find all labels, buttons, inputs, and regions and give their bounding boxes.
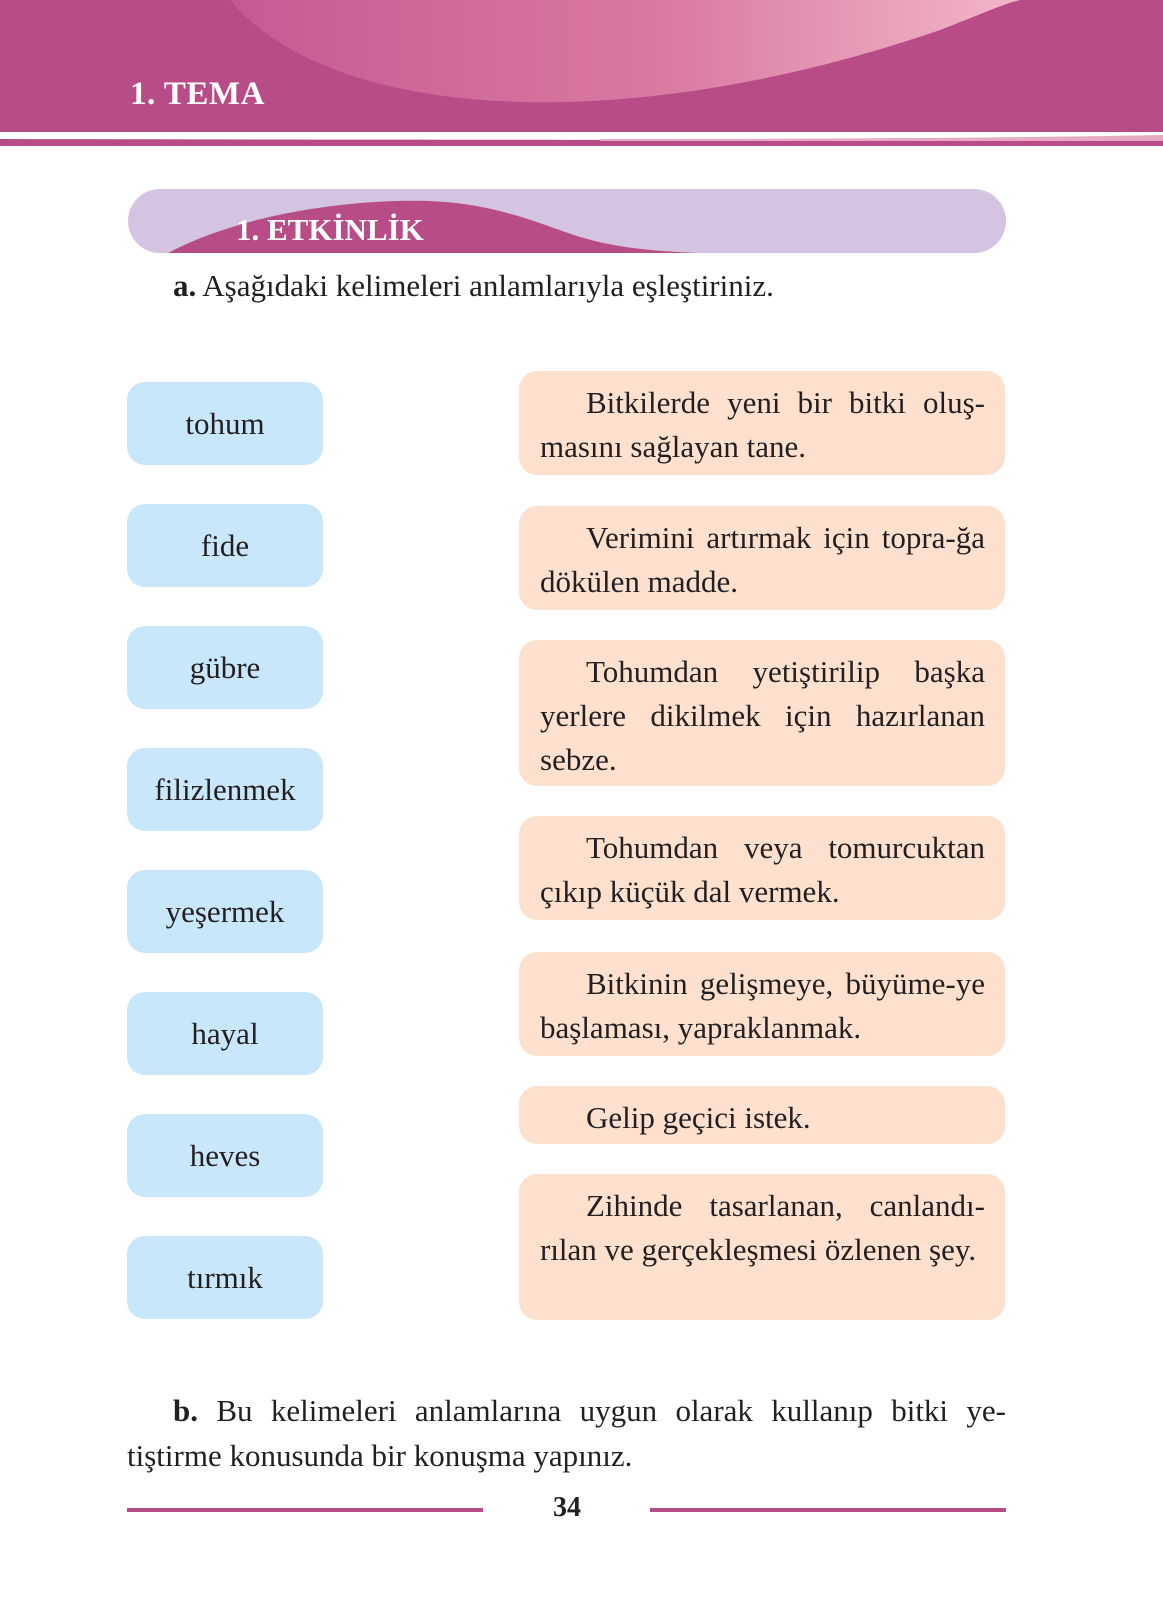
page-number: 34: [553, 1492, 581, 1523]
instruction-b-text: Bu kelimeleri anlamlarına uygun olarak kullanıp bitki ye-tiştirme konusunda bir konuşma yapınız.: [127, 1393, 1006, 1473]
footer-rule-left: [127, 1508, 483, 1512]
meaning-box[interactable]: [519, 1086, 1005, 1144]
meaning-box[interactable]: [519, 371, 1005, 475]
footer-rule-right: [650, 1508, 1006, 1512]
instruction-a: [173, 268, 774, 304]
meaning-text: Bitkinin gelişmeye, büyüme-ye başlaması, yapraklanmak.: [540, 966, 985, 1045]
meaning-text: Tohumdan yetiştirilip başka yerlere dikilmek için hazırlanan sebze.: [540, 654, 985, 777]
meaning-box[interactable]: [519, 816, 1005, 920]
instruction-b-letter: b.: [173, 1393, 198, 1428]
meaning-box[interactable]: [519, 1174, 1005, 1320]
word-box[interactable]: yeşermek: [127, 870, 323, 953]
meaning-text: Gelip geçici istek.: [586, 1100, 811, 1135]
meaning-text: Tohumdan veya tomurcuktan çıkıp küçük dal vermek.: [540, 830, 985, 909]
activity-title: 1. ETKİNLİK: [236, 212, 424, 247]
word-box[interactable]: filizlenmek: [127, 748, 323, 831]
meaning-box[interactable]: [519, 952, 1005, 1056]
word-box[interactable]: tohum: [127, 382, 323, 465]
theme-title: 1. TEMA: [130, 76, 265, 112]
page-header: [0, 0, 1163, 150]
meaning-box[interactable]: [519, 506, 1005, 610]
instruction-letter: a.: [173, 268, 197, 303]
word-box[interactable]: tırmık: [127, 1236, 323, 1319]
meaning-text: Zihinde tasarlanan, canlandı-rılan ve gerçekleşmesi özlenen şey.: [540, 1188, 985, 1267]
meaning-box[interactable]: [519, 640, 1005, 786]
instruction-text: Aşağıdaki kelimeleri anlamlarıyla eşleştiriniz.: [196, 268, 774, 303]
meaning-text: Verimini artırmak için topra-ğa dökülen madde.: [540, 520, 985, 599]
header-wave-graphic: [0, 0, 1163, 150]
meaning-text: Bitkilerde yeni bir bitki oluş-masını sağlayan tane.: [540, 385, 985, 464]
word-box[interactable]: heves: [127, 1114, 323, 1197]
word-box[interactable]: fide: [127, 504, 323, 587]
word-box[interactable]: hayal: [127, 992, 323, 1075]
word-box[interactable]: gübre: [127, 626, 323, 709]
instruction-b: [127, 1388, 1006, 1478]
